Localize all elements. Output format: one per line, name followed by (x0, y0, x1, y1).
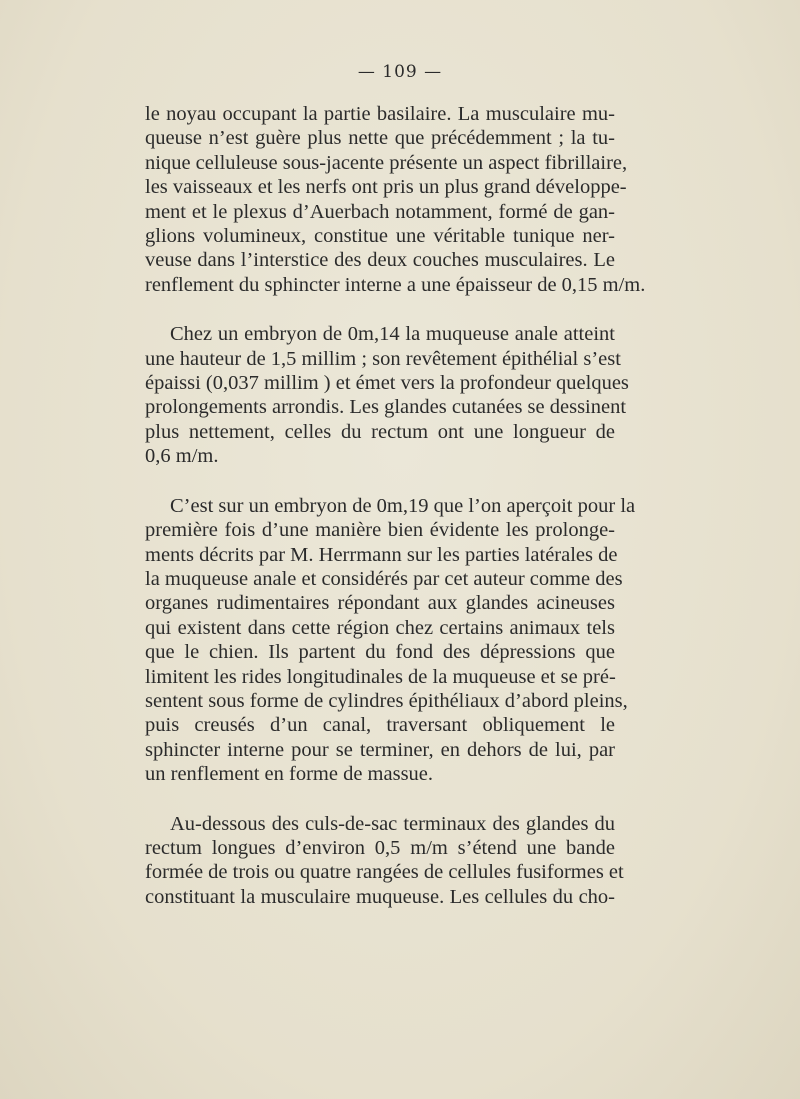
text-line: Au-dessous des culs-de-sac terminaux des glandes du (170, 812, 615, 835)
paragraph-4 (145, 812, 624, 910)
text-line: prolongements arrondis. Les glandes cutanées se dessinent (145, 396, 627, 419)
page-number: — 109 — (357, 62, 443, 82)
text-line: nique celluleuse sous-jacente présente un aspect fibrillaire, (145, 151, 628, 174)
text-line: rectum longues d’environ 0,5 m/m s’étend une bande (145, 836, 615, 859)
text-line: ments décrits par M. Herrmann sur les parties latérales de (145, 543, 618, 566)
text-line: plus nettement, celles du rectum ont une longueur de (145, 420, 615, 443)
text-line: organes rudimentaires répondant aux glandes acineuses (145, 592, 615, 615)
text-line: un renflement en forme de massue. (145, 763, 434, 786)
text-line: limitent les rides longitudinales de la muqueuse et se pré- (145, 665, 616, 688)
text-line: une hauteur de 1,5 millim ; son revêtement épithélial s’est (145, 347, 621, 370)
text-line: la muqueuse anale et considérés par cet auteur comme des (145, 567, 623, 590)
text-line: première fois d’une manière bien évidente les prolonge- (145, 519, 615, 542)
text-line: sentent sous forme de cylindres épithéliaux d’abord pleins, (145, 689, 628, 712)
text-line: 0,6 m/m. (145, 445, 219, 468)
body-text (145, 102, 646, 934)
text-line: ment et le plexus d’Auerbach notamment, formé de gan- (145, 200, 615, 223)
text-line: renflement du sphincter interne a une épaisseur de 0,15 m/m. (145, 273, 646, 296)
text-line: queuse n’est guère plus nette que précédemment ; la tu- (145, 127, 615, 150)
text-line: glions volumineux, constitue une véritable tunique ner- (145, 225, 615, 248)
paragraph-3 (145, 494, 636, 787)
text-line: veuse dans l’interstice des deux couches musculaires. Le (145, 249, 615, 272)
text-line: Chez un embryon de 0m,14 la muqueuse anale atteint (170, 323, 615, 346)
text-line: les vaisseaux et les nerfs ont pris un plus grand développe- (145, 176, 627, 199)
text-line: constituant la musculaire muqueuse. Les cellules du cho- (145, 885, 615, 908)
paragraph-2 (145, 322, 629, 468)
text-line: sphincter interne pour se terminer, en dehors de lui, par (145, 738, 615, 761)
text-line: C’est sur un embryon de 0m,19 que l’on aperçoit pour la (170, 494, 636, 517)
text-line: formée de trois ou quatre rangées de cellules fusiformes et (145, 861, 624, 884)
text-line: qui existent dans cette région chez certains animaux tels (145, 616, 615, 639)
paragraph-1 (145, 102, 646, 297)
text-line: épaissi (0,037 millim ) et émet vers la profondeur quelques (145, 372, 629, 395)
text-line: le noyau occupant la partie basilaire. La musculaire mu- (145, 103, 615, 125)
text-line: que le chien. Ils partent du fond des dépressions que (145, 641, 615, 664)
text-line: puis creusés d’un canal, traversant obliquement le (145, 714, 615, 737)
